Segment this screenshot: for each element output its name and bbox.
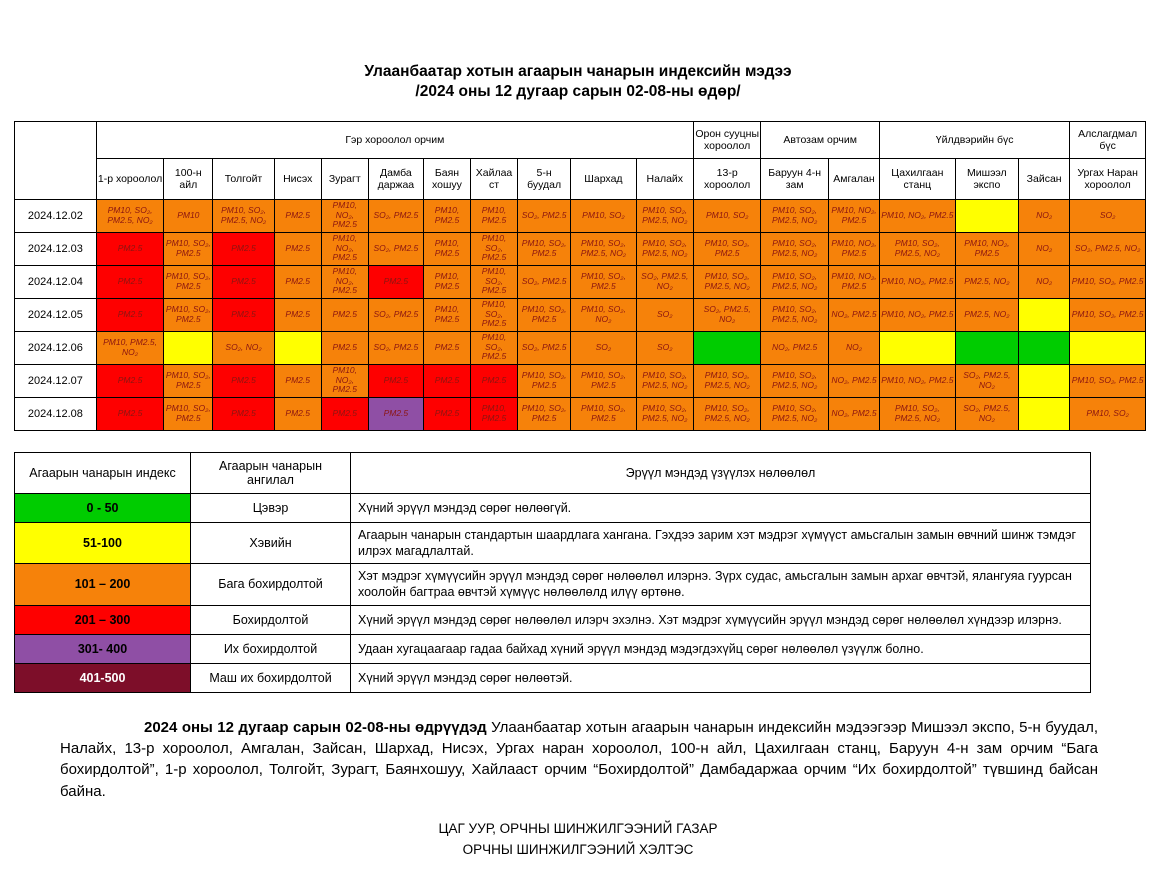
aqi-cell: PM10, SO₂, PM2.5 [164,397,213,430]
aqi-cell [1019,397,1070,430]
legend-range: 301- 400 [15,634,191,663]
date-cell: 2024.12.06 [15,331,97,364]
legend-range: 201 – 300 [15,605,191,634]
aqi-cell: SO₂, PM2.5 [368,331,423,364]
aqi-cell: PM2.5 [96,364,163,397]
aqi-cell: PM10, SO₂, PM2.5, NO₂ [761,298,828,331]
aqi-cell [1019,298,1070,331]
legend-range: 51-100 [15,522,191,564]
aqi-cell: PM2.5 [368,265,423,298]
column-group-header: Алслагдмал бүс [1070,121,1146,158]
legend-category: Хэвийн [191,522,351,564]
summary-body: Улаанбаатар хотын агаарын чанарын индексийн мэдээгээр Мишээл экспо, 5-н буудал, Налайх, 13-р хороолол, Амгалан, Зайсан, Шархад, Нисэх, Ургах наран хороолол, 100-н айл, Цахилгаан станц, Баруун 4-н зам орчим “Бага бохирдолтой”, 1-р хороолол, Толгойт, Зурагт, Баянхошуу, Хайлааст орчим “Бохирдолтой” Дамбадаржаа орчим “Их бохирдолтой” түвшинд байсан байна. [60,718,1098,800]
aqi-cell: PM10, SO₂, PM2.5 [1070,265,1146,298]
aqi-cell: PM10, NO₂, PM2.5 [880,265,956,298]
aqi-cell [693,331,760,364]
legend-header: Эрүүл мэндэд үзүүлэх нөлөөлөл [351,452,1091,493]
aqi-cell [955,331,1018,364]
date-column-header [15,121,97,199]
aqi-cell: PM10, SO₂, PM2.5, NO₂ [213,199,274,232]
legend-row [15,493,1091,522]
column-header: 13-р хороолол [693,158,760,199]
date-cell: 2024.12.03 [15,232,97,265]
table-row [15,331,1146,364]
aqi-cell: PM10, NO₂, PM2.5 [880,364,956,397]
aqi-cell: SO₂, PM2.5 [518,331,571,364]
aqi-cell: SO₂, PM2.5 [368,298,423,331]
aqi-cell: PM10, NO₂, PM2.5 [321,232,368,265]
aqi-cell: PM10, SO₂, PM2.5, NO₂ [880,232,956,265]
legend-effect: Хүний эрүүл мэндэд сөрөг нөлөөтэй. [351,663,1091,692]
aqi-cell: PM10, SO₂, PM2.5 [471,298,518,331]
legend-table [14,452,1091,693]
column-header: Амгалан [828,158,879,199]
legend-row [15,634,1091,663]
legend-category: Бохирдолтой [191,605,351,634]
aqi-cell [1019,331,1070,364]
aqi-cell: PM10, NO₂, PM2.5 [828,265,879,298]
legend-effect: Хүний эрүүл мэндэд сөрөг нөлөөлөл илэрч эхэлнэ. Хэт мэдрэг хүмүүсийн эрүүл мэндэд сөрөг нөлөөлөл хүндээр илэрнэ. [351,605,1091,634]
aqi-cell: PM10, PM2.5 [471,199,518,232]
aqi-cell: PM10, SO₂, PM2.5, NO₂ [636,232,693,265]
date-cell: 2024.12.08 [15,397,97,430]
legend-range: 0 - 50 [15,493,191,522]
aqi-cell: PM10, SO₂ [1070,397,1146,430]
column-header: Цахилгаан станц [880,158,956,199]
aqi-cell: PM2.5 [213,397,274,430]
column-group-header: Үйлдвэрийн бүс [880,121,1070,158]
table-row [15,232,1146,265]
aqi-cell: PM2.5 [274,298,321,331]
aqi-cell: PM10, NO₂, PM2.5 [880,199,956,232]
aqi-cell: PM10, PM2.5 [423,298,470,331]
air-quality-bulletin-page [0,62,1156,878]
aqi-cell: PM10, SO₂, PM2.5 [1070,364,1146,397]
aqi-cell: PM10, SO₂, PM2.5, NO₂ [571,232,636,265]
column-header: Баруун 4-н зам [761,158,828,199]
column-header: Ургах Наран хороолол [1070,158,1146,199]
column-header: Налайх [636,158,693,199]
legend-row [15,522,1091,564]
aqi-cell: PM2.5 [423,331,470,364]
aqi-cell: PM10, SO₂, PM2.5, NO₂ [636,364,693,397]
aqi-cell: PM10, NO₂, PM2.5 [880,298,956,331]
legend-category: Бага бохирдолтой [191,564,351,606]
aqi-table-container [14,121,1146,431]
aqi-cell: NO₂, PM2.5 [828,298,879,331]
aqi-cell: SO₂, PM2.5, NO₂ [955,364,1018,397]
aqi-cell: PM10, SO₂, PM2.5 [571,265,636,298]
aqi-cell [955,199,1018,232]
column-group-header: Автозам орчим [761,121,880,158]
aqi-cell [274,331,321,364]
table-row [15,397,1146,430]
aqi-cell: PM10, SO₂, PM2.5 [471,265,518,298]
aqi-cell: PM2.5 [96,397,163,430]
aqi-cell: SO₂, PM2.5 [368,199,423,232]
aqi-cell: PM10, PM2.5 [423,232,470,265]
aqi-cell: PM10, NO₂, PM2.5 [828,199,879,232]
aqi-cell: SO₂, NO₂ [213,331,274,364]
aqi-cell: PM10, SO₂, PM2.5 [571,364,636,397]
legend-row [15,605,1091,634]
title-line-2: /2024 оны 12 дугаар сарын 02-08-ны өдөр/ [415,82,741,100]
footer-line-1: ЦАГ УУР, ОРЧНЫ ШИНЖИЛГЭЭНИЙ ГАЗАР [438,820,718,836]
column-header: Зайсан [1019,158,1070,199]
aqi-cell [164,331,213,364]
aqi-cell: PM10, SO₂, PM2.5, NO₂ [693,265,760,298]
aqi-cell: SO₂ [571,331,636,364]
column-header: Зурагт [321,158,368,199]
aqi-cell: PM10, PM2.5 [423,199,470,232]
aqi-cell: NO₂ [1019,199,1070,232]
summary-lead: 2024 оны 12 дугаар сарын 02-08-ны өдрүүдэд [144,718,487,736]
legend-header: Агаарын чанарын индекс [15,452,191,493]
column-group-header: Гэр хороолол орчим [96,121,693,158]
date-cell: 2024.12.07 [15,364,97,397]
aqi-cell: PM2.5 [321,298,368,331]
aqi-cell: PM10, SO₂, PM2.5 [571,397,636,430]
aqi-cell: PM10, SO₂, PM2.5 [518,364,571,397]
aqi-cell: PM10, SO₂, PM2.5, NO₂ [761,265,828,298]
column-header: 1-р хороолол [96,158,163,199]
aqi-cell: PM10, SO₂, PM2.5 [164,232,213,265]
aqi-cell: PM2.5 [96,232,163,265]
aqi-cell: PM2.5 [274,364,321,397]
aqi-cell: PM10, SO₂, PM2.5 [518,397,571,430]
column-header: Мишээл экспо [955,158,1018,199]
column-header: 100-н айл [164,158,213,199]
aqi-cell [1070,331,1146,364]
aqi-cell: PM10, SO₂, PM2.5 [518,298,571,331]
aqi-cell: NO₂, PM2.5 [828,364,879,397]
footer-line-2: ОРЧНЫ ШИНЖИЛГЭЭНИЙ ХЭЛТЭС [462,841,694,857]
aqi-cell: NO₂ [1019,232,1070,265]
aqi-table [14,121,1146,431]
aqi-cell: PM2.5 [274,265,321,298]
legend-range: 401-500 [15,663,191,692]
aqi-cell: PM10, SO₂, PM2.5, NO₂ [761,364,828,397]
title-line-1: Улаанбаатар хотын агаарын чанарын индексийн мэдээ [364,63,792,80]
column-header: Шархад [571,158,636,199]
aqi-cell: NO₂ [828,331,879,364]
aqi-cell: PM10, PM2.5 [471,397,518,430]
column-header: Толгойт [213,158,274,199]
legend-effect: Хүний эрүүл мэндэд сөрөг нөлөөгүй. [351,493,1091,522]
aqi-cell: SO₂ [1070,199,1146,232]
legend-category: Цэвэр [191,493,351,522]
aqi-cell: PM2.5 [274,199,321,232]
aqi-cell: SO₂, PM2.5 [518,265,571,298]
date-cell: 2024.12.05 [15,298,97,331]
aqi-cell: PM10, SO₂ [571,199,636,232]
aqi-cell: PM2.5 [213,265,274,298]
aqi-cell [880,331,956,364]
aqi-cell: SO₂, PM2.5, NO₂ [955,397,1018,430]
aqi-cell: PM10, SO₂, PM2.5 [518,232,571,265]
legend-range: 101 – 200 [15,564,191,606]
aqi-cell: PM2.5 [274,397,321,430]
aqi-cell: PM2.5 [423,364,470,397]
aqi-cell: SO₂, PM2.5 [368,232,423,265]
legend-effect: Хэт мэдрэг хүмүүсийн эрүүл мэндэд сөрөг нөлөөлөл илэрнэ. Зүрх судас, амьсгалын замын архаг өвчтэй, ялангуяа гуурсан хоолойн багтраа өвчтэй хүмүүс нөлөөлөлд илүү өртөнө. [351,564,1091,606]
aqi-cell: NO₂ [1019,265,1070,298]
summary-paragraph [60,717,1098,802]
aqi-cell: PM2.5 [96,298,163,331]
aqi-cell: SO₂, PM2.5, NO₂ [636,265,693,298]
table-row [15,199,1146,232]
aqi-cell: PM10, SO₂, PM2.5, NO₂ [880,397,956,430]
aqi-cell: PM10, PM2.5 [423,265,470,298]
column-group-header: Орон сууцны хороолол [693,121,760,158]
aqi-cell: PM2.5 [423,397,470,430]
aqi-cell: PM10, SO₂, PM2.5, NO₂ [761,397,828,430]
aqi-cell: PM10 [164,199,213,232]
legend-effect: Удаан хугацаагаар гадаа байхад хүний эрүүл мэндэд мэдэгдэхүйц сөрөг нөлөөлөл үзүүлж болно. [351,634,1091,663]
aqi-cell: PM10, NO₂, PM2.5 [321,265,368,298]
aqi-cell: PM2.5 [213,364,274,397]
aqi-cell: PM2.5 [321,397,368,430]
legend-row [15,663,1091,692]
aqi-cell: PM10, SO₂, PM2.5 [1070,298,1146,331]
table-row [15,265,1146,298]
aqi-cell: PM10, SO₂, PM2.5 [164,265,213,298]
aqi-cell: PM10, SO₂, PM2.5 [164,298,213,331]
aqi-cell: PM2.5, NO₂ [955,265,1018,298]
aqi-cell: PM10, SO₂, PM2.5, NO₂ [693,364,760,397]
aqi-cell: SO₂ [636,298,693,331]
aqi-cell: PM2.5 [368,364,423,397]
aqi-cell: SO₂, PM2.5, NO₂ [693,298,760,331]
date-cell: 2024.12.02 [15,199,97,232]
aqi-cell: PM10, PM2.5, NO₂ [96,331,163,364]
aqi-cell: PM10, SO₂ [693,199,760,232]
aqi-cell: SO₂, PM2.5, NO₂ [1070,232,1146,265]
aqi-cell: PM10, NO₂, PM2.5 [321,199,368,232]
aqi-cell: PM10, SO₂, PM2.5, NO₂ [636,199,693,232]
aqi-cell: PM10, SO₂, PM2.5 [471,331,518,364]
table-row [15,364,1146,397]
legend-category: Их бохирдолтой [191,634,351,663]
legend-category: Маш их бохирдолтой [191,663,351,692]
aqi-cell: PM2.5 [321,331,368,364]
column-header: Баян хошуу [423,158,470,199]
footer [0,819,1156,861]
aqi-cell: PM10, SO₂, PM2.5 [471,232,518,265]
aqi-cell: PM2.5 [471,364,518,397]
aqi-cell: PM10, NO₂, PM2.5 [955,232,1018,265]
date-cell: 2024.12.04 [15,265,97,298]
aqi-cell: PM2.5 [274,232,321,265]
aqi-cell: SO₂ [636,331,693,364]
aqi-cell: PM10, NO₂, PM2.5 [321,364,368,397]
column-header: Дамба даржаа [368,158,423,199]
aqi-cell: PM2.5 [96,265,163,298]
aqi-cell: PM10, SO₂, PM2.5, NO₂ [96,199,163,232]
aqi-cell: NO₂, PM2.5 [761,331,828,364]
aqi-cell: PM2.5, NO₂ [955,298,1018,331]
legend-header-row [15,452,1091,493]
aqi-cell: PM10, NO₂, PM2.5 [828,232,879,265]
page-title [0,62,1156,102]
legend-effect: Агаарын чанарын стандартын шаардлага хангана. Гэхдээ зарим хэт мэдрэг хүмүүст амьсгалын замын өвчний шинж тэмдэг илрэх магадлалтай. [351,522,1091,564]
aqi-cell: PM10, SO₂, PM2.5 [693,232,760,265]
aqi-cell: PM2.5 [213,232,274,265]
legend-header: Агаарын чанарын ангилал [191,452,351,493]
aqi-cell: PM10, SO₂, PM2.5, NO₂ [636,397,693,430]
column-header: 5-н буудал [518,158,571,199]
aqi-cell: PM10, SO₂, PM2.5 [164,364,213,397]
aqi-cell: PM10, SO₂, NO₂ [571,298,636,331]
aqi-cell: SO₂, PM2.5 [518,199,571,232]
aqi-cell: PM2.5 [368,397,423,430]
aqi-cell: PM10, SO₂, PM2.5, NO₂ [693,397,760,430]
aqi-cell: PM10, SO₂, PM2.5, NO₂ [761,232,828,265]
aqi-cell: PM2.5 [213,298,274,331]
column-header: Нисэх [274,158,321,199]
column-header: Хайлаа ст [471,158,518,199]
legend-row [15,564,1091,606]
table-row [15,298,1146,331]
aqi-cell: PM10, SO₂, PM2.5, NO₂ [761,199,828,232]
aqi-cell: NO₂, PM2.5 [828,397,879,430]
aqi-cell [1019,364,1070,397]
